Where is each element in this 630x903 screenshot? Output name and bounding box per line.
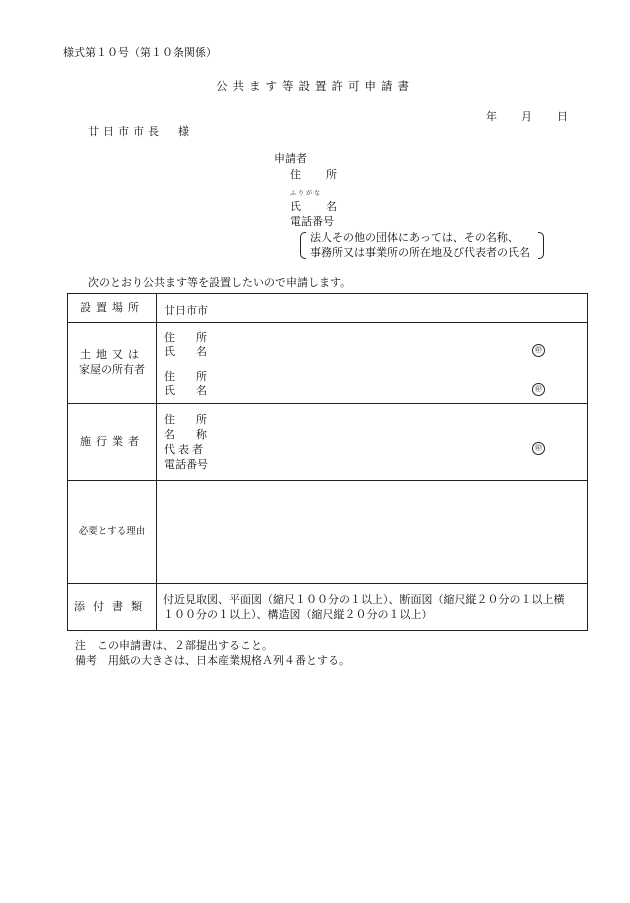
row-owner [68, 323, 587, 404]
applicant-address-label-2: 所 [326, 168, 337, 181]
row-reason [68, 481, 587, 584]
contractor-address [164, 411, 207, 427]
owner-address-1-b: 所 [196, 331, 207, 344]
applicant-name-label-1: 氏 [290, 200, 301, 213]
location-field[interactable] [157, 294, 587, 322]
owner-name-2 [164, 382, 207, 398]
owner-name-1-a: 氏 [164, 345, 175, 358]
corporate-note-line1: 法人その他の団体にあっては、その名称、 [310, 231, 519, 244]
contractor-field[interactable] [157, 404, 587, 480]
corporate-note [300, 231, 544, 259]
reason-field[interactable] [157, 481, 587, 583]
owner-label-line2: 家屋の所有者 [79, 363, 145, 376]
owner-address-2-b: 所 [196, 370, 207, 383]
form-title: 公共ます等設置許可申請書 [216, 79, 414, 93]
attachments-line2: １００分の１以上）、構造図（縮尺縦２０分の１以上） [163, 608, 433, 621]
furigana-label: ふりがな [290, 190, 323, 197]
lead-text: 次のとおり公共ます等を設置したいので申請します。 [88, 276, 352, 289]
attachments-line1: 付近見取図、平面図（縮尺１００分の１以上）、断面図（縮尺縦２０分の１以上横 [163, 593, 565, 606]
reason-label: 必要とする理由 [68, 481, 157, 583]
row-attachments [68, 584, 587, 630]
applicant-address-label [290, 168, 337, 182]
form-number: 様式第１０号（第１０条関係） [63, 46, 217, 59]
applicant-name-label-2: 名 [326, 200, 337, 213]
applicant-phone-label: 電話番号 [290, 215, 334, 228]
footnote-remark: 備考 用紙の大きさは、日本産業規格Ａ列４番とする。 [75, 654, 350, 667]
owner-label-line1: 土地又は [80, 348, 144, 362]
location-label: 設置場所 [68, 294, 157, 322]
owner-label [68, 323, 157, 403]
footnote-note: 注 この申請書は、２部提出すること。 [75, 639, 273, 652]
contractor-address-a: 住 [164, 413, 175, 426]
owner-address-2-a: 住 [164, 370, 175, 383]
contractor-address-b: 所 [196, 413, 207, 426]
owner-address-1-a: 住 [164, 331, 175, 344]
addressee: 廿日市市長 様 [88, 125, 193, 138]
date-day-label: 日 [557, 110, 568, 123]
seal-mark-icon: ㊞ [532, 344, 545, 357]
applicant-heading: 申請者 [274, 152, 307, 165]
right-bracket [538, 232, 544, 259]
contractor-company [164, 426, 207, 442]
owner-field[interactable] [157, 323, 587, 403]
attachments-field [157, 584, 587, 630]
contractor-phone: 電話番号 [164, 458, 208, 471]
contractor-representative: 代表者 [164, 443, 206, 456]
owner-name-1 [164, 343, 207, 359]
applicant-name-label [290, 200, 337, 214]
owner-name-2-b: 名 [196, 384, 207, 397]
owner-name-1-b: 名 [196, 345, 207, 358]
corporate-note-line2: 事務所又は事業所の所在地及び代表者の氏名 [310, 246, 530, 259]
date-month-label: 月 [521, 110, 532, 123]
left-bracket [300, 232, 306, 259]
location-value: 廿日市市 [164, 304, 208, 317]
applicant-address-label-1: 住 [290, 168, 301, 181]
date-year-label: 年 [486, 110, 497, 123]
row-contractor [68, 404, 587, 481]
seal-mark-icon: ㊞ [532, 383, 545, 396]
application-table [67, 293, 588, 631]
contractor-company-a: 名 [164, 428, 175, 441]
owner-name-2-a: 氏 [164, 384, 175, 397]
contractor-company-b: 称 [196, 428, 207, 441]
seal-mark-icon: ㊞ [532, 442, 545, 455]
row-location [68, 294, 587, 323]
attachments-label: 添付書類 [68, 584, 157, 630]
contractor-label: 施行業者 [68, 404, 157, 480]
